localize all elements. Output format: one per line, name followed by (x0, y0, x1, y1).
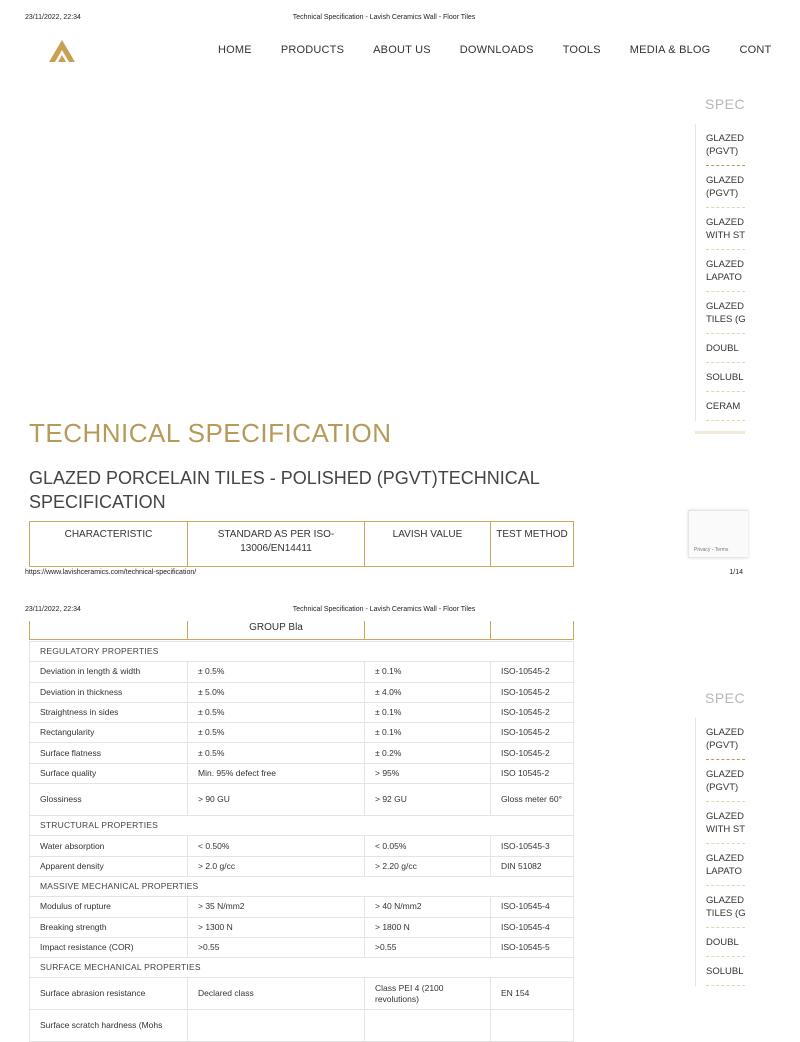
sidebar-item[interactable] (706, 363, 745, 392)
nav-item-cont[interactable]: CONT (739, 44, 772, 56)
lavish-value-cell (365, 1010, 491, 1042)
standard-cell: ± 0.5% (188, 723, 365, 743)
lavish-value-cell: >0.55 (365, 937, 491, 957)
characteristic-cell: Glossiness (30, 784, 188, 816)
nav-item-media-blog[interactable]: MEDIA & BLOG (629, 44, 711, 56)
sidebar-item[interactable] (706, 802, 745, 844)
sidebar-item-label: DOUBL (706, 937, 739, 948)
sidebar-item-label: TILES (G (706, 908, 746, 919)
sidebar-item[interactable] (706, 292, 745, 334)
print-header-page2 (25, 606, 743, 620)
print-header (25, 14, 743, 28)
test-method-cell: ISO-10545-2 (491, 743, 574, 763)
lavish-value-cell: > 92 GU (365, 784, 491, 816)
sidebar-item[interactable] (706, 392, 745, 421)
section-label: SURFACE MECHANICAL PROPERTIES (30, 958, 574, 978)
sidebar-title: SPEC (705, 690, 746, 706)
test-method-cell: ISO-10545-5 (491, 937, 574, 957)
sidebar-item-label: LAPATO (706, 272, 742, 283)
table-row (30, 723, 574, 743)
lavish-value-cell: Class PEI 4 (2100 revolutions) (365, 978, 491, 1010)
lavish-value-cell: > 95% (365, 763, 491, 783)
test-method-cell: ISO-10545-2 (491, 682, 574, 702)
sidebar-item-label: SOLUBL (706, 966, 744, 977)
standard-cell: > 90 GU (188, 784, 365, 816)
group-cell-empty (365, 621, 491, 639)
sidebar-item-label: (PGVT) (706, 188, 739, 199)
print-footer (25, 569, 743, 581)
main-nav (210, 40, 772, 64)
sidebar-item[interactable] (706, 166, 745, 208)
spec-table-body (29, 641, 574, 1042)
test-method-cell (491, 1010, 574, 1042)
spec-table-header (29, 521, 574, 567)
characteristic-cell: Straightness in sides (30, 702, 188, 722)
standard-cell (188, 1010, 365, 1042)
section-label: MASSIVE MECHANICAL PROPERTIES (30, 876, 574, 896)
sidebar-item-label: GLAZED (706, 301, 745, 312)
sidebar-item[interactable] (706, 844, 745, 886)
table-section-row (30, 958, 574, 978)
test-method-cell: ISO-10545-2 (491, 702, 574, 722)
print-title: Technical Specification - Lavish Ceramics Wall - Floor Tiles (292, 14, 476, 21)
sidebar-item-label: TILES (G (706, 314, 746, 325)
group-cell-empty (491, 621, 574, 639)
table-row (30, 917, 574, 937)
sidebar-item-label: GLAZED (706, 769, 745, 780)
test-method-cell: DIN 51082 (491, 856, 574, 876)
table-row (30, 784, 574, 816)
sidebar-item-label: DOUBL (706, 343, 739, 354)
sidebar-item[interactable] (706, 208, 745, 250)
characteristic-cell: Surface quality (30, 763, 188, 783)
sidebar-item-label: GLAZED (706, 175, 745, 186)
table-row (30, 937, 574, 957)
standard-cell: > 2.0 g/cc (188, 856, 365, 876)
table-row (30, 856, 574, 876)
print-datetime: 23/11/2022, 22:34 (25, 606, 81, 613)
sidebar-item-label: LAPATO (706, 866, 742, 877)
standard-cell: ± 0.5% (188, 743, 365, 763)
lavish-value-cell: ± 0.1% (365, 723, 491, 743)
standard-cell: Min. 95% defect free (188, 763, 365, 783)
table-row (30, 897, 574, 917)
table-row (30, 978, 574, 1010)
section-label: STRUCTURAL PROPERTIES (30, 816, 574, 836)
sidebar-item[interactable] (706, 886, 745, 928)
sidebar-item-label: GLAZED (706, 811, 745, 822)
standard-cell: ± 0.5% (188, 702, 365, 722)
nav-item-downloads[interactable]: DOWNLOADS (459, 44, 534, 56)
sidebar-item-label: (PGVT) (706, 740, 739, 751)
sidebar-item[interactable] (706, 250, 745, 292)
group-cell-empty (30, 621, 188, 639)
column-header-standard: STANDARD AS PER ISO-13006/EN14411 (188, 522, 365, 567)
sidebar-title: SPEC (705, 96, 746, 112)
characteristic-cell: Deviation in thickness (30, 682, 188, 702)
print-datetime: 23/11/2022, 22:34 (25, 14, 81, 21)
print-title: Technical Specification - Lavish Ceramics Wall - Floor Tiles (292, 606, 476, 613)
nav-item-tools[interactable]: TOOLS (562, 44, 601, 56)
characteristic-cell: Modulus of rupture (30, 897, 188, 917)
lavish-value-cell: < 0.05% (365, 836, 491, 856)
sidebar-item[interactable] (706, 334, 745, 363)
lavish-value-cell: > 1800 N (365, 917, 491, 937)
table-section-row (30, 642, 574, 662)
test-method-cell: ISO-10545-4 (491, 917, 574, 937)
standard-cell: < 0.50% (188, 836, 365, 856)
table-row (30, 702, 574, 722)
sidebar-item-label: WITH ST (706, 230, 746, 241)
table-row (30, 662, 574, 682)
spec-sidebar (695, 96, 745, 434)
column-header-test-method: TEST METHOD (491, 522, 574, 567)
recaptcha-legal[interactable]: Privacy - Terms (694, 547, 729, 553)
characteristic-cell: Apparent density (30, 856, 188, 876)
lavish-value-cell: ± 0.2% (365, 743, 491, 763)
standard-cell: ± 5.0% (188, 682, 365, 702)
table-row (30, 743, 574, 763)
sidebar-item[interactable] (706, 957, 745, 986)
spec-sidebar-page2 (695, 690, 745, 986)
table-row (30, 1010, 574, 1042)
sidebar-item-label: GLAZED (706, 217, 745, 228)
table-row (30, 836, 574, 856)
test-method-cell: ISO-10545-4 (491, 897, 574, 917)
lavish-value-cell: ± 4.0% (365, 682, 491, 702)
characteristic-cell: Surface flatness (30, 743, 188, 763)
page-title: TECHNICAL SPECIFICATION (29, 418, 392, 448)
standard-cell: Declared class (188, 978, 365, 1010)
table-section-row (30, 816, 574, 836)
test-method-cell: ISO-10545-2 (491, 723, 574, 743)
lavish-value-cell: ± 0.1% (365, 702, 491, 722)
sidebar-item-label: CERAM (706, 401, 741, 412)
sidebar-item[interactable] (706, 760, 745, 802)
sidebar-item-label: GLAZED (706, 853, 745, 864)
column-header-lavish-value: LAVISH VALUE (365, 522, 491, 567)
test-method-cell: ISO 10545-2 (491, 763, 574, 783)
section-label: REGULATORY PROPERTIES (30, 642, 574, 662)
print-url[interactable]: https://www.lavishceramics.com/technical-specification/ (25, 569, 197, 576)
lavish-value-cell: > 40 N/mm2 (365, 897, 491, 917)
sidebar-item-label: (PGVT) (706, 146, 739, 157)
sidebar-item[interactable] (706, 718, 745, 760)
test-method-cell: EN 154 (491, 978, 574, 1010)
spec-table-group-row (29, 621, 574, 640)
characteristic-cell: Water absorption (30, 836, 188, 856)
section-title: GLAZED PORCELAIN TILES - POLISHED (PGVT)TECHNICAL SPECIFICATION (29, 468, 540, 512)
nav-item-home[interactable]: HOME (218, 44, 252, 56)
sidebar-item-label: WITH ST (706, 824, 746, 835)
sidebar-item-label: SOLUBL (706, 372, 744, 383)
test-method-cell: ISO-10545-2 (491, 662, 574, 682)
table-row (30, 682, 574, 702)
nav-item-products[interactable]: PRODUCTS (280, 44, 345, 56)
nav-item-about-us[interactable]: ABOUT US (373, 44, 431, 56)
characteristic-cell: Impact resistance (COR) (30, 937, 188, 957)
sidebar-item-label: GLAZED (706, 259, 745, 270)
print-page-number: 1/14 (729, 569, 743, 576)
standard-cell: > 1300 N (188, 917, 365, 937)
sidebar-item-label: GLAZED (706, 895, 745, 906)
sidebar-divider (695, 431, 745, 434)
table-row (30, 763, 574, 783)
recaptcha-badge[interactable] (688, 510, 748, 558)
test-method-cell: Gloss meter 60° (491, 784, 574, 816)
lavish-value-cell: > 2.20 g/cc (365, 856, 491, 876)
characteristic-cell: Rectangularity (30, 723, 188, 743)
characteristic-cell: Surface scratch hardness (Mohs (30, 1010, 188, 1042)
sidebar-item[interactable] (706, 928, 745, 957)
standard-cell: > 35 N/mm2 (188, 897, 365, 917)
standard-cell: ± 0.5% (188, 662, 365, 682)
characteristic-cell: Breaking strength (30, 917, 188, 937)
group-label: GROUP Bla (188, 621, 365, 639)
characteristic-cell: Surface abrasion resistance (30, 978, 188, 1010)
sidebar-item-label: GLAZED (706, 727, 745, 738)
test-method-cell: ISO-10545-3 (491, 836, 574, 856)
lavish-value-cell: ± 0.1% (365, 662, 491, 682)
sidebar-item-label: (PGVT) (706, 782, 739, 793)
column-header-characteristic: CHARACTERISTIC (30, 522, 188, 567)
standard-cell: >0.55 (188, 937, 365, 957)
table-section-row (30, 876, 574, 896)
characteristic-cell: Deviation in length & width (30, 662, 188, 682)
lavish-logo-icon[interactable] (49, 40, 75, 62)
sidebar-item-label: GLAZED (706, 133, 745, 144)
sidebar-item[interactable] (706, 124, 745, 166)
